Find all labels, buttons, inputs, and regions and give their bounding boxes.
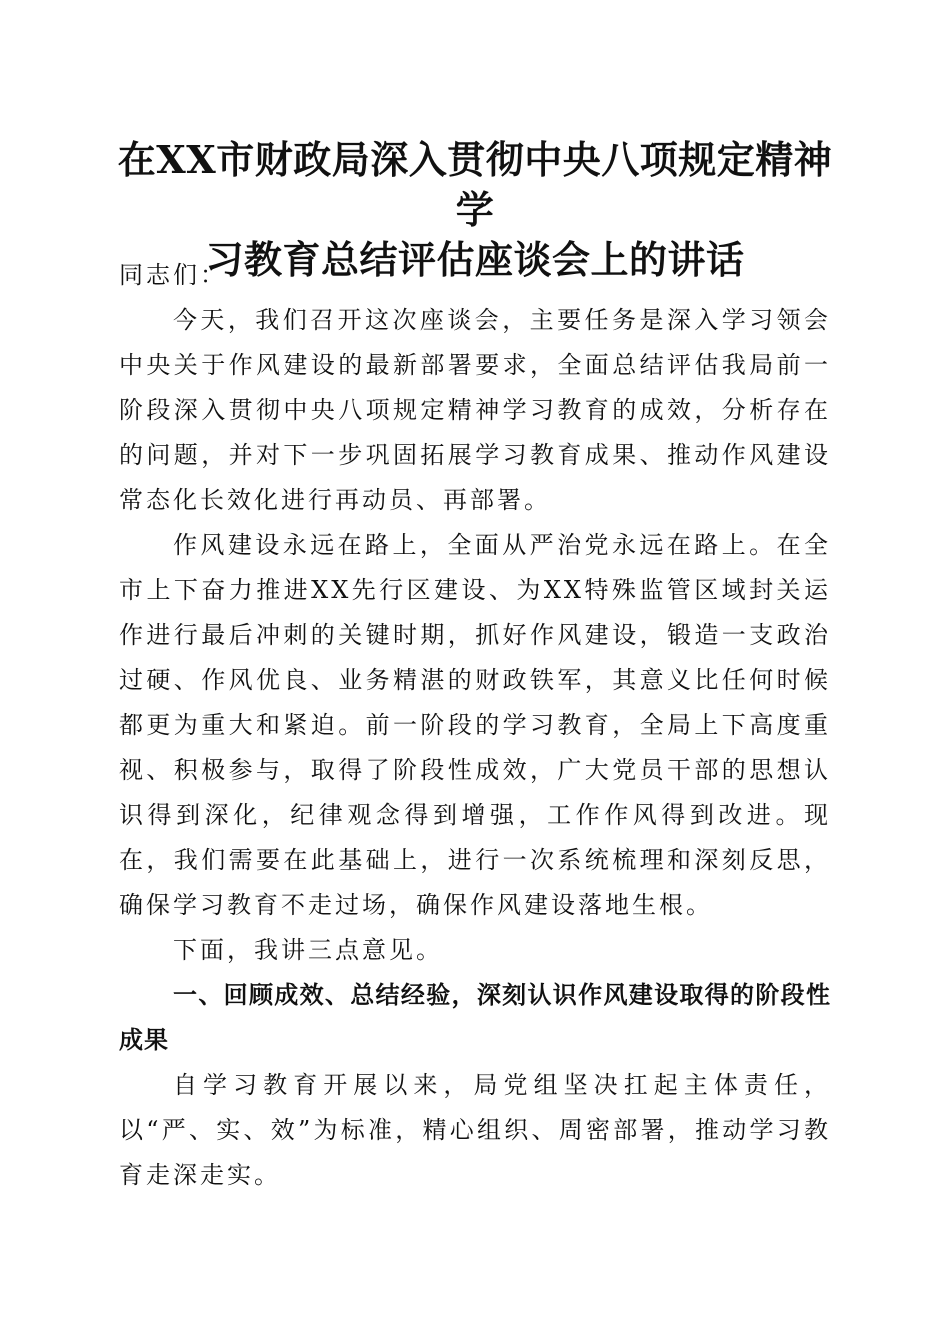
paragraph-3: 下面，我讲三点意见。 bbox=[173, 936, 443, 964]
document-page bbox=[119, 0, 831, 1344]
section-paragraph: 自学习教育开展以来，局党组坚决扛起主体责任，以“严、实、效”为标准，精心组织、周密部署，推动学习教育走深走实。 bbox=[119, 1071, 831, 1189]
document-body bbox=[119, 253, 831, 1198]
title-line-1: 在XX市财政局深入贯彻中央八项规定精神学 bbox=[117, 137, 833, 232]
paragraph-1: 今天，我们召开这次座谈会，主要任务是深入学习领会中央关于作风建设的最新部署要求，全面总结评估我局前一阶段深入贯彻中央八项规定精神学习教育的成效，分析存在的问题，并对下一步巩固拓展学习教育成果、推动作风建设常态化长效化进行再动员、再部署。 bbox=[119, 306, 831, 514]
section-heading: 一、回顾成效、总结经验，深刻认识作风建设取得的阶段性成果 bbox=[119, 981, 831, 1054]
greeting: 同志们： bbox=[119, 261, 227, 289]
title-line-2: 习教育总结评估座谈会上的讲话 bbox=[205, 237, 745, 282]
paragraph-2: 作风建设永远在路上，全面从严治党永远在路上。在全市上下奋力推进XX先行区建设、为XX特殊监管区域封关运作进行最后冲刺的关键时期，抓好作风建设，锻造一支政治过硬、作风优良、业务精湛的财政铁军，其意义比任何时候都更为重大和紧迫。前一阶段的学习教育，全局上下高度重视、积极参与，取得了阶段性成效，广大党员干部的思想认识得到深化，纪律观念得到增强，工作作风得到改进。现在，我们需要在此基础上，进行一次系统梳理和深刻反思，确保学习教育不走过场，确保作风建设落地生根。 bbox=[119, 531, 831, 919]
